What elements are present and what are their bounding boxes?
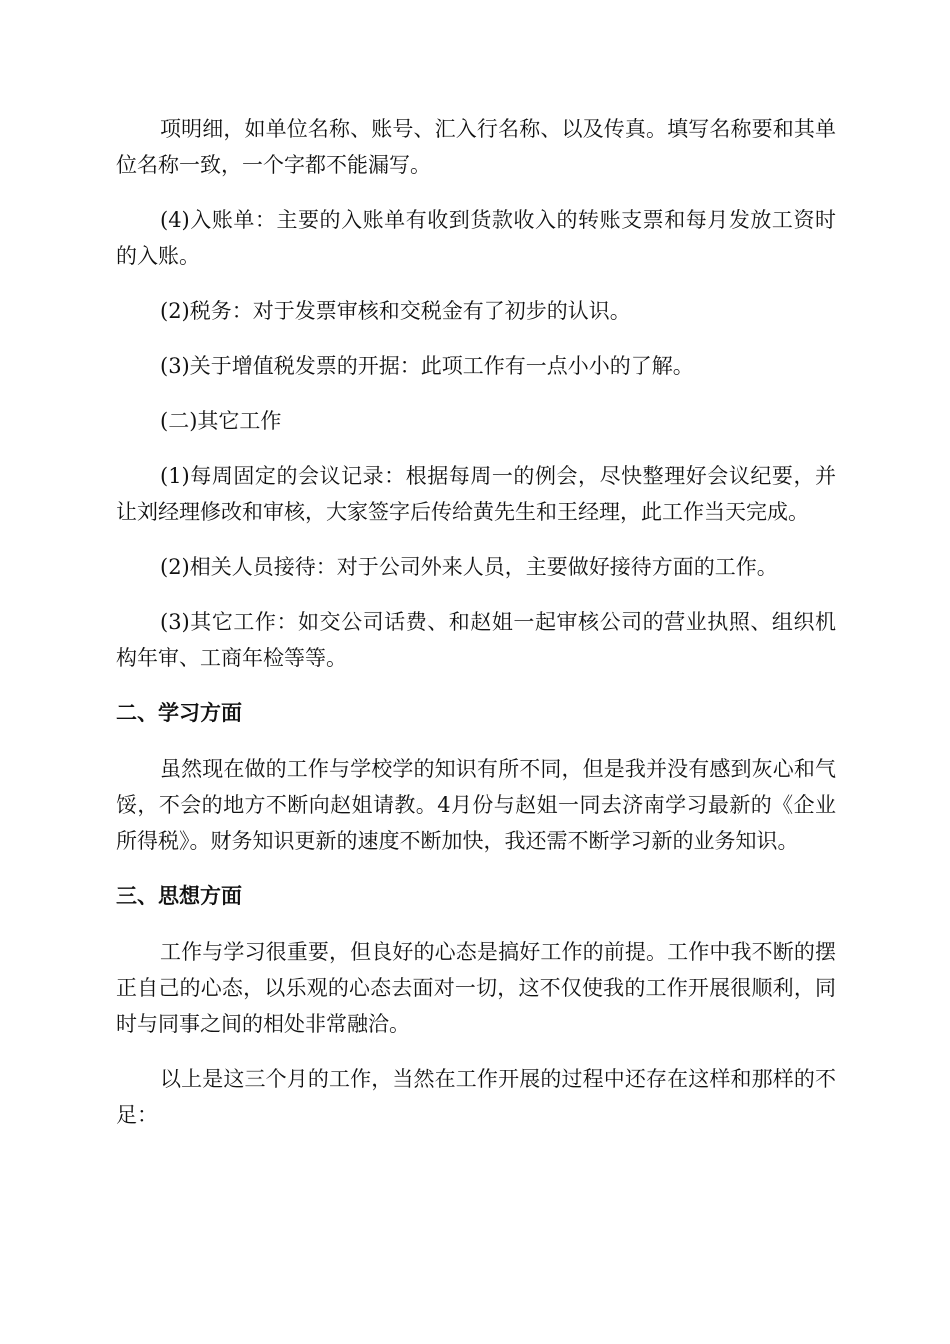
section-heading-study: 二、学习方面: [116, 701, 242, 725]
paragraph-tax: (2)税务：对于发票审核和交税金有了初步的认识。: [160, 299, 631, 323]
paragraph-meeting-minutes: (1)每周固定的会议记录：根据每周一的例会，尽快整理好会议纪要，并让刘经理修改和审核，大家签字后传给黄先生和王经理，此工作当天完成。: [116, 464, 836, 524]
paragraph-entry-slips: (4)入账单：主要的入账单有收到货款收入的转账支票和每月发放工资时的入账。: [116, 208, 836, 268]
paragraph-reception: (2)相关人员接待：对于公司外来人员，主要做好接待方面的工作。: [160, 555, 778, 579]
document-body: [116, 111, 836, 1152]
paragraph-other-tasks: (3)其它工作：如交公司话费、和赵姐一起审核公司的营业执照、组织机构年审、工商年检等等。: [116, 610, 836, 670]
paragraph-closing: 以上是这三个月的工作，当然在工作开展的过程中还存在这样和那样的不足：: [116, 1067, 836, 1127]
paragraph-account-details: 项明细，如单位名称、账号、汇入行名称、以及传真。填写名称要和其单位名称一致，一个字都不能漏写。: [116, 117, 836, 177]
paragraph-study: 虽然现在做的工作与学校学的知识有所不同，但是我并没有感到灰心和气馁，不会的地方不断向赵姐请教。4月份与赵姐一同去济南学习最新的《企业所得税》。财务知识更新的速度不断加快，我还需不断学习新的业务知识。: [116, 757, 836, 853]
paragraph-other-work-title: (二)其它工作: [160, 409, 282, 433]
paragraph-thought: 工作与学习很重要，但良好的心态是搞好工作的前提。工作中我不断的摆正自己的心态，以乐观的心态去面对一切，这不仅使我的工作开展很顺利，同时与同事之间的相处非常融洽。: [116, 940, 836, 1036]
paragraph-vat-invoice: (3)关于增值税发票的开据：此项工作有一点小小的了解。: [160, 354, 694, 378]
section-heading-thought: 三、思想方面: [116, 884, 242, 908]
